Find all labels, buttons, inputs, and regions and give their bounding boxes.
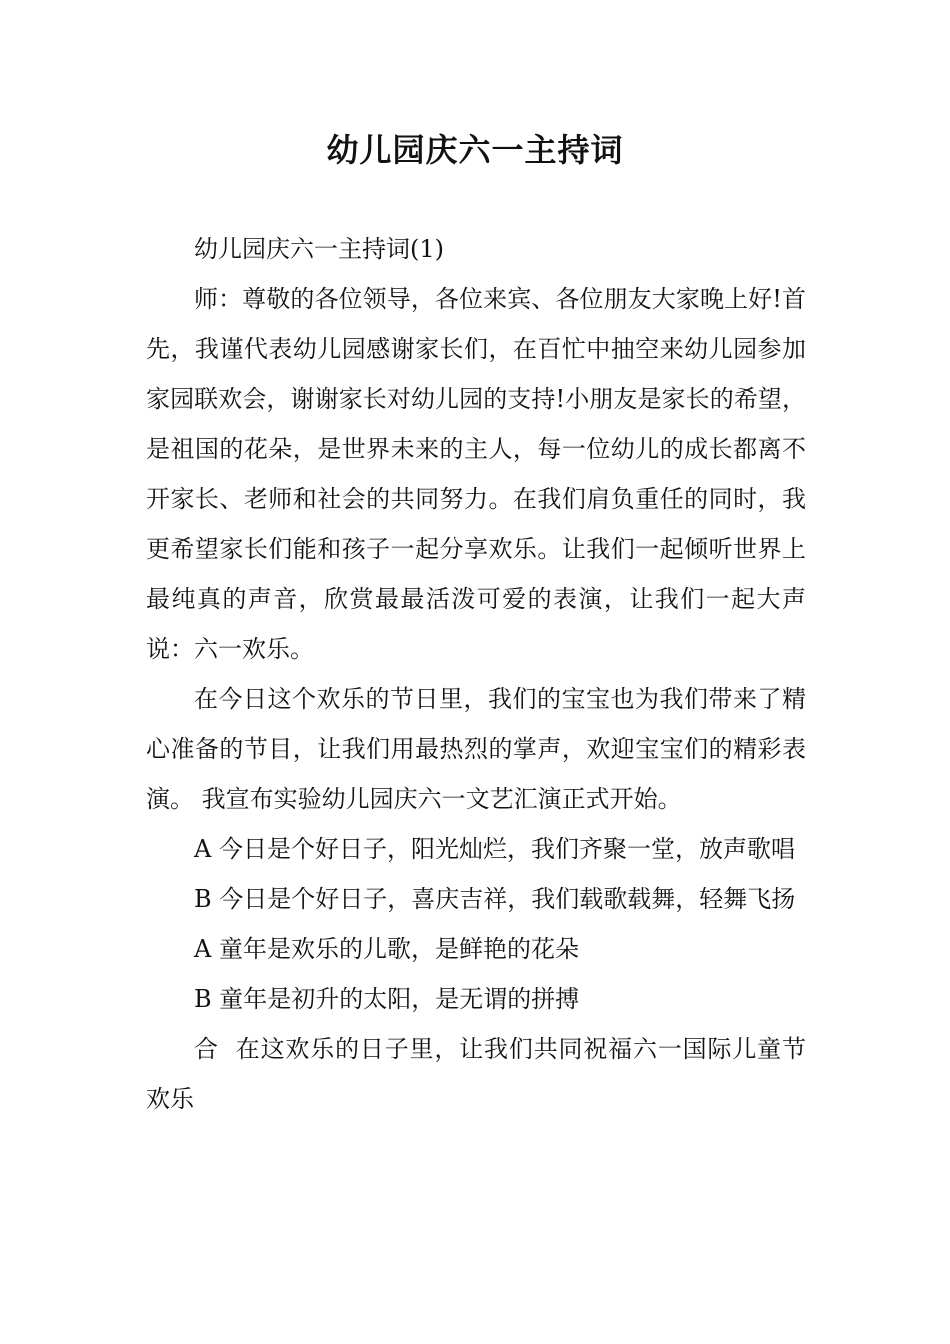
subtitle-paragraph: 幼儿园庆六一主持词(1) (194, 235, 444, 263)
paragraph-announcement: 在今日这个欢乐的节日里，我们的宝宝也为我们带来了精心准备的节目，让我们用最热烈的掌声，欢迎宝宝们的精彩表演。 我宣布实验幼儿园庆六一文艺汇演正式开始。 (146, 685, 806, 813)
paragraph-host-a-1: A 今日是个好日子，阳光灿烂，我们齐聚一堂，放声歌唱 (194, 835, 795, 863)
paragraph-opening-speech: 师：尊敬的各位领导，各位来宾、各位朋友大家晚上好!首先，我谨代表幼儿园感谢家长们，在百忙中抽空来幼儿园参加家园联欢会，谢谢家长对幼儿园的支持!小朋友是家长的希望，是祖国的花朵，是世界未来的主人，每一位幼儿的成长都离不开家长、老师和社会的共同努力。在我们肩负重任的同时，我更希望家长们能和孩子一起分享欢乐。让我们一起倾听世界上最纯真的声音，欣赏最最活泼可爱的表演，让我们一起大声说：六一欢乐。 (146, 285, 806, 663)
document-body (146, 224, 806, 1124)
page-title: 幼儿园庆六一主持词 (326, 131, 624, 169)
paragraph-together: 合 在这欢乐的日子里，让我们共同祝福六一国际儿童节欢乐 (146, 1035, 806, 1113)
paragraph-host-b-1: B 今日是个好日子，喜庆吉祥，我们载歌载舞，轻舞飞扬 (194, 885, 796, 913)
paragraph-host-a-2: A 童年是欢乐的儿歌，是鲜艳的花朵 (194, 935, 579, 963)
paragraph-host-b-2: B 童年是初升的太阳，是无谓的拼搏 (194, 985, 580, 1013)
